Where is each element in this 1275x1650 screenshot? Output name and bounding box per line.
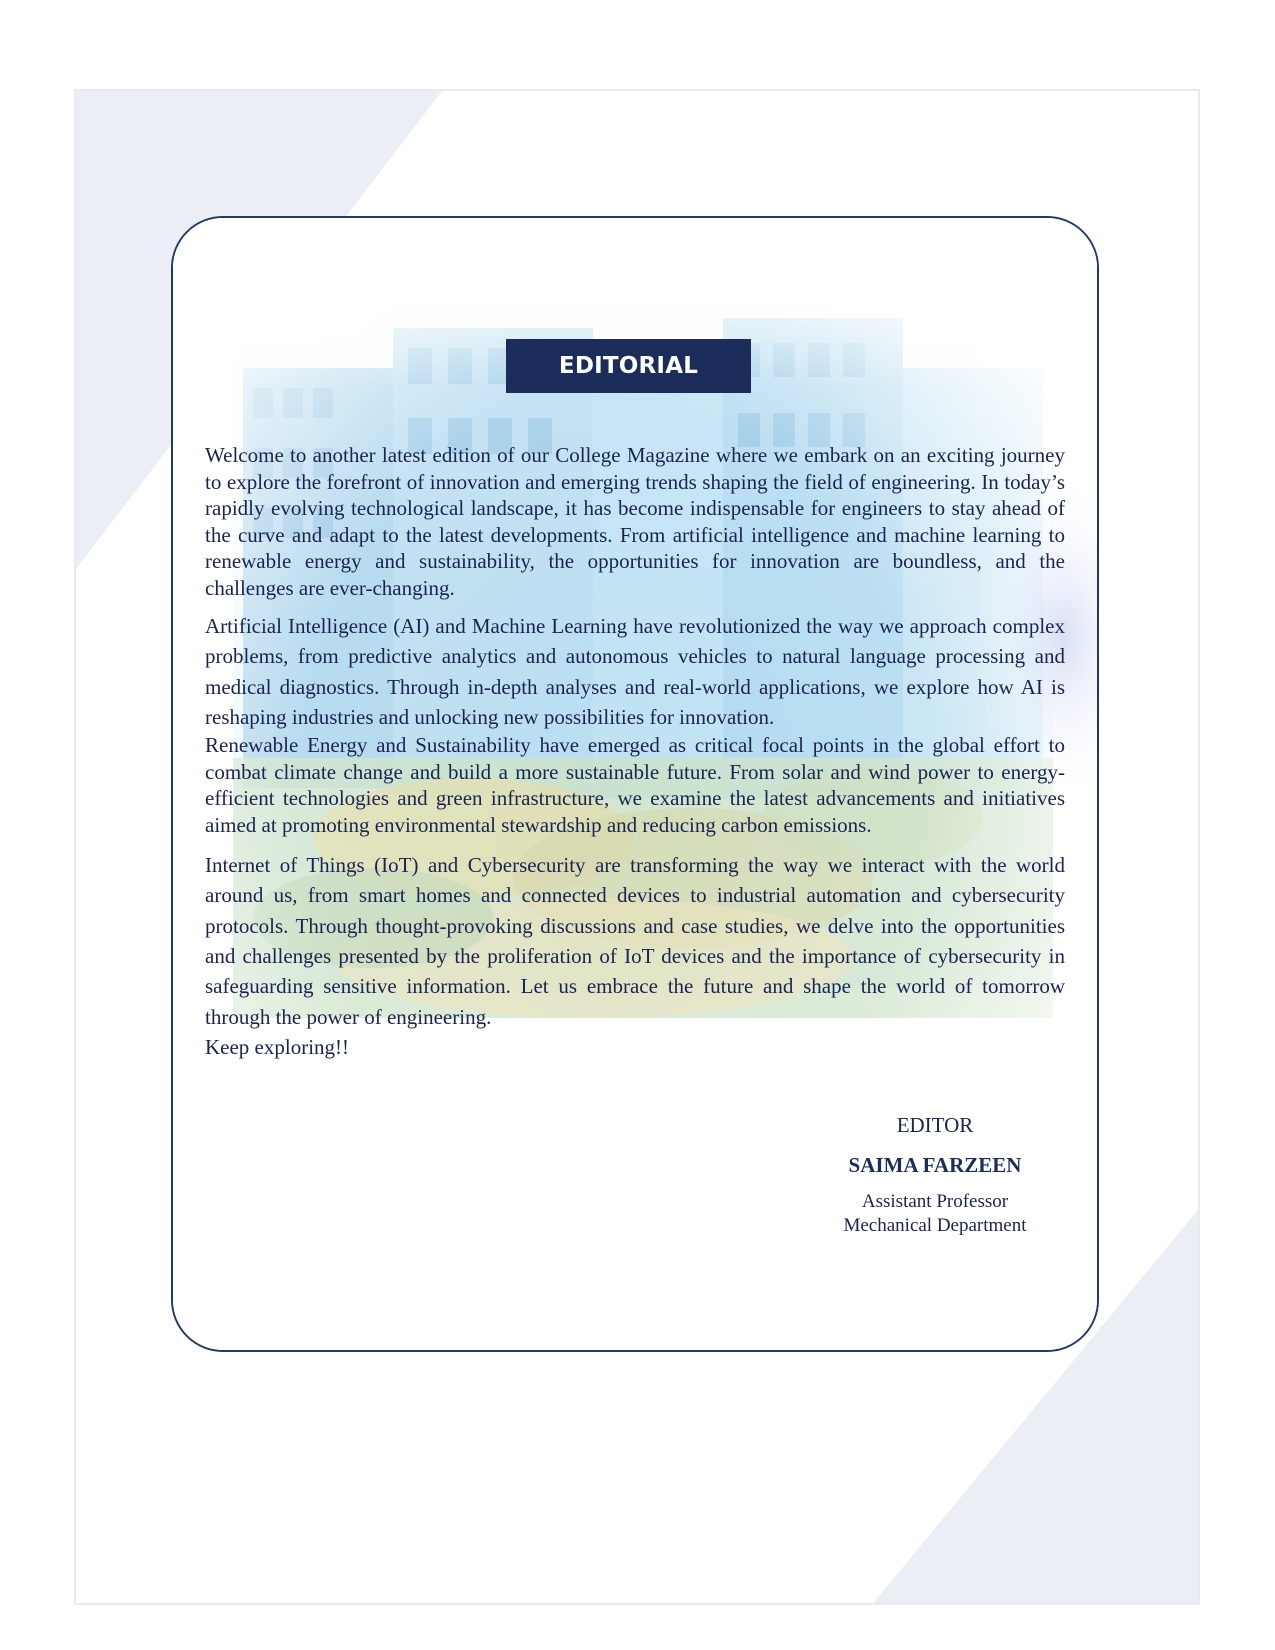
editorial-title: EDITORIAL xyxy=(506,339,751,393)
editorial-paragraph-3: Renewable Energy and Sustainability have emerged as critical focal points in the global effort to combat climate change and build a more sustainable future. From solar and wind power to energy-efficient technologies and green infrastructure, we examine the latest advancements and initiatives aimed at promoting environmental stewardship and reducing carbon emissions. xyxy=(205,733,1065,837)
editorial-closing: Keep exploring!! xyxy=(205,1034,350,1059)
editorial-paragraph-4: Internet of Things (IoT) and Cybersecurity are transforming the way we interact with the world around us, from smart homes and connected devices to industrial automation and cybersecurity protocols. Through thought-provoking discussions and case studies, we delve into the opportunities and challenges presented by the proliferation of IoT devices and the importance of cybersecurity in safeguarding sensitive information. Let us embrace the future and shape the world of tomorrow through the power of engineering. xyxy=(205,853,1065,1029)
editor-role: EDITOR xyxy=(896,1113,974,1137)
editorial-body xyxy=(205,442,1065,1062)
editor-position: Assistant Professor xyxy=(861,1191,1009,1212)
editorial-paragraph-2: Artificial Intelligence (AI) and Machine Learning have revolutionized the way we approach complex problems, from predictive analytics and autonomous vehicles to natural language processing and medical diagnostics. Through in-depth analyses and real-world applications, we explore how AI is reshaping industries and unlocking new possibilities for innovation. xyxy=(205,614,1065,729)
editor-name: SAIMA FARZEEN xyxy=(848,1153,1022,1177)
editor-department: Mechanical Department xyxy=(843,1215,1027,1236)
editorial-paragraph-1: Welcome to another latest edition of our College Magazine where we embark on an exciting journey to explore the forefront of innovation and emerging trends shaping the field of engineering. In today’s rapidly evolving technological landscape, it has become indispensable for engineers to stay ahead of the curve and adapt to the latest developments. From artificial intelligence and machine learning to renewable energy and sustainability, the opportunities for innovation are boundless, and the challenges are ever-changing. xyxy=(205,443,1065,600)
editor-signature xyxy=(795,1112,1075,1238)
